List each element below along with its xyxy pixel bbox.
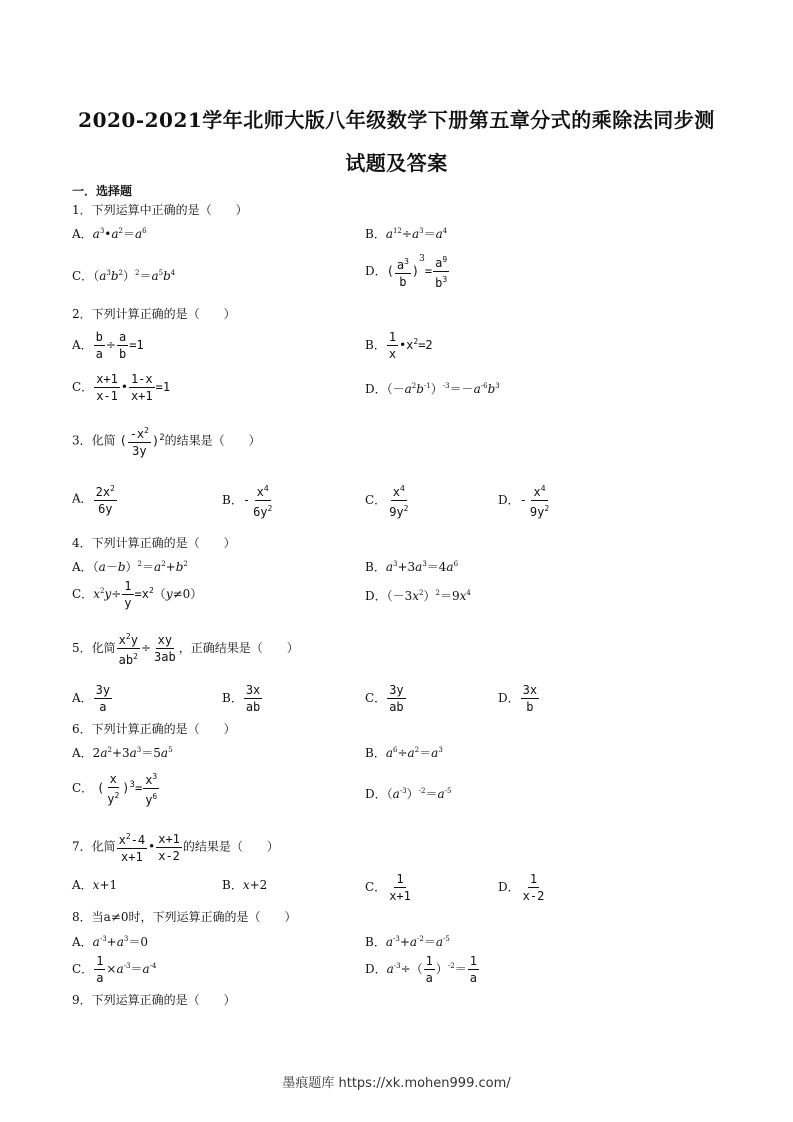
q1-option-b: B．$a^{12}\div a^3=a^4$ <box>365 227 448 241</box>
q3-option-c: C． $\frac{x^4}{9y^2}$ <box>365 484 409 519</box>
question-1: 1．下列运算中正确的是（ ） <box>72 203 248 217</box>
q3-option-d: D．- $\frac{x^4}{9y^2}$ <box>498 484 550 519</box>
footer-watermark: 墨痕题库 https://xk.mohen999.com/ <box>282 1076 511 1091</box>
q2-option-a: A． $\frac{b}{a}$ ÷ $\frac{a}{b}$ =1 <box>72 330 144 361</box>
q6-option-c: C． ( $\frac{x}{y^2}$ )$^3$= $\frac{x^3}{y^6}$ <box>72 771 158 807</box>
q4-option-c: C．$x^2y\div$ $\frac{1}{y}$ $=x^2(y\ne 0)$ <box>72 579 203 610</box>
q4-option-a: A．$(a-b)^2=a^2+b^2$ <box>72 560 188 574</box>
q7-option-c: C． $\frac{1}{x+1}$ <box>365 872 411 903</box>
q5-option-b: B． $\frac{3x}{ab}$ <box>222 683 261 714</box>
q4-option-b: B．$a^3+3a^3=4a^6$ <box>365 560 459 574</box>
q3-option-b: B．- $\frac{x^4}{6y^2}$ <box>222 484 273 519</box>
q7-option-b: B．x+2 <box>222 878 268 892</box>
question-7: 7．化简 $\frac{x^2-4}{x+1}$ • $\frac{x+1}{x-2}$ 的结果是（ ） <box>72 831 279 864</box>
q8-option-a: A．$a^{-3}+a^3=0$ <box>72 935 148 949</box>
question-6: 6．下列计算正确的是（ ） <box>72 722 236 736</box>
q2-option-c: C． $\frac{x+1}{x-1}$ • $\frac{1-x}{x+1}$ =1 <box>72 372 171 403</box>
q2-option-d: D．$(-a^2b^{-1})^{-3}=-a^{-6}b^3$ <box>365 382 500 396</box>
q6-option-a: A．$2a^2+3a^3=5a^5$ <box>72 746 173 760</box>
q6-option-b: B．$a^6\div a^2=a^3$ <box>365 746 443 760</box>
q7-option-a: A．x+1 <box>72 878 118 892</box>
q8-option-b: B．$a^{-3}+a^{-2}=a^{-5}$ <box>365 935 450 949</box>
q1-option-a: A．$a^3•a^2=a^6$ <box>72 227 147 241</box>
question-5: 5．化简 $\frac{x^2y}{ab^2}$ ÷ $\frac{xy}{3ab}$ ，正确结果是（ ） <box>72 632 299 667</box>
question-9: 9．下列运算正确的是（ ） <box>72 993 236 1007</box>
q8-option-d: D．$a^{-3}\div$（ $\frac{1}{a}$ ）$^{-2}$＝ $\frac{1}{a}$ <box>365 954 477 985</box>
q5-option-c: C． $\frac{3y}{ab}$ <box>365 683 404 714</box>
q2-option-b: B． $\frac{1}{x}$ $•x^2=2$ <box>365 330 433 361</box>
question-2: 2．下列计算正确的是（ ） <box>72 307 236 321</box>
q6-option-d: D．$(a^{-3})^{-2}=a^{-5}$ <box>365 787 452 801</box>
q5-option-a: A． $\frac{3y}{a}$ <box>72 683 111 714</box>
q1-option-d: D．( $\frac{a^3}{b}$ )$^3$= $\frac{a^9}{b^3}$ <box>365 254 448 290</box>
q1-option-c: C．$(a^3b^2)^2=a^5b^4$ <box>72 269 176 283</box>
question-8: 8．当a≠0时，下列运算正确的是（ ） <box>72 910 297 924</box>
section-heading: 一．选择题 <box>72 184 133 198</box>
q3-option-a: A． $\frac{2x^2}{6y}$ <box>72 484 115 516</box>
page-title: 2020-2021学年北师大版八年级数学下册第五章分式的乘除法同步测 <box>78 108 715 132</box>
question-4: 4．下列计算正确的是（ ） <box>72 536 236 550</box>
q4-option-d: D．$(-3x^2)^2=9x^4$ <box>365 589 471 603</box>
question-3: 3．化简 ( $\frac{-x^2}{3y}$ )$^2$的结果是（ ） <box>72 426 261 458</box>
q8-option-c: C． $\frac{1}{a}$ $\times a^{-3}=a^{-4}$ <box>72 954 157 985</box>
q7-option-d: D． $\frac{1}{x-2}$ <box>498 872 545 903</box>
q5-option-d: D． $\frac{3x}{b}$ <box>498 683 538 714</box>
page-title-line2: 试题及答案 <box>345 151 448 175</box>
